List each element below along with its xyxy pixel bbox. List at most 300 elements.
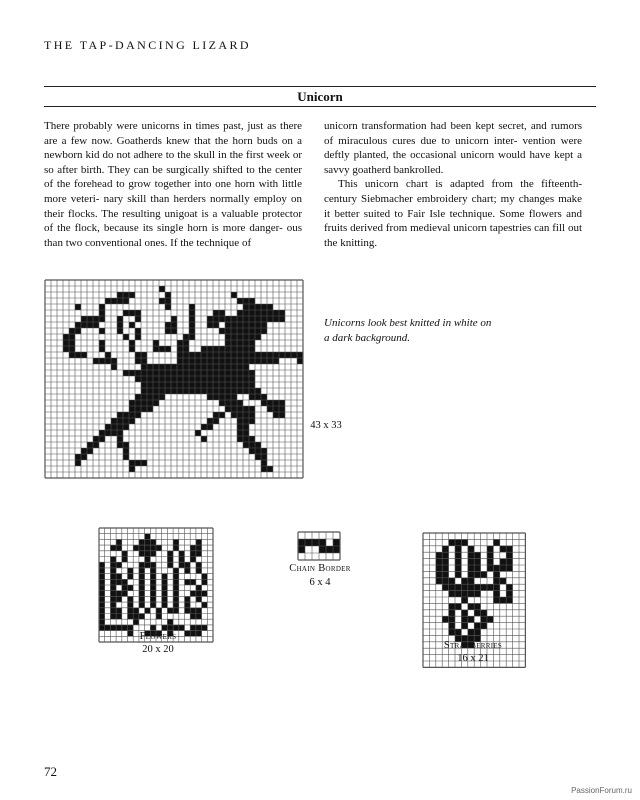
stitch-cell: [159, 382, 165, 388]
stitch-cell: [153, 394, 159, 400]
stitch-cell: [201, 358, 207, 364]
text-line: There probably were unicorns in times past, just: [44, 120, 264, 132]
stitch-cell: [75, 352, 81, 358]
stitch-cell: [267, 466, 273, 472]
stitch-cell: [165, 328, 171, 334]
stitch-cell: [455, 565, 461, 571]
stitch-cell: [213, 352, 219, 358]
stitch-cell: [231, 352, 237, 358]
stitch-cell: [179, 551, 185, 557]
stitch-cell: [128, 614, 134, 620]
stitch-cell: [141, 400, 147, 406]
stitch-cell: [153, 370, 159, 376]
stitch-cell: [231, 358, 237, 364]
stitch-cell: [249, 418, 255, 424]
stitch-cell: [201, 424, 207, 430]
stitch-cell: [128, 568, 134, 574]
stitch-cell: [81, 448, 87, 454]
chain-border-size-label: 6 x 4: [309, 577, 331, 588]
stitch-cell: [145, 608, 151, 614]
stitch-cell: [110, 562, 116, 568]
stitch-cell: [99, 436, 105, 442]
stitch-cell: [298, 546, 305, 553]
stitch-cell: [231, 388, 237, 394]
stitch-cell: [110, 579, 116, 585]
stitch-cell: [468, 603, 474, 609]
stitch-cell: [231, 322, 237, 328]
stitch-cell: [213, 394, 219, 400]
stitch-cell: [159, 286, 165, 292]
stitch-cell: [159, 298, 165, 304]
stitch-cell: [237, 340, 243, 346]
stitch-cell: [99, 304, 105, 310]
stitch-cell: [231, 394, 237, 400]
stitch-cell: [139, 568, 145, 574]
stitch-cell: [147, 394, 153, 400]
stitch-cell: [177, 370, 183, 376]
stitch-cell: [111, 418, 117, 424]
stitch-cell: [159, 376, 165, 382]
stitch-cell: [147, 388, 153, 394]
stitch-cell: [93, 316, 99, 322]
stitch-cell: [116, 574, 122, 580]
stitch-cell: [196, 591, 202, 597]
stitch-cell: [111, 364, 117, 370]
stitch-cell: [165, 364, 171, 370]
stitch-cell: [75, 322, 81, 328]
stitch-cell: [249, 370, 255, 376]
text-line: would have kept a savvy goatherd bankrolled.: [324, 149, 583, 176]
stitch-cell: [195, 358, 201, 364]
stitch-cell: [183, 352, 189, 358]
stitch-cell: [117, 292, 123, 298]
body-paragraph: [44, 119, 302, 250]
stitch-cell: [145, 551, 151, 557]
stitch-cell: [231, 376, 237, 382]
stitch-cell: [219, 346, 225, 352]
stitch-cell: [185, 608, 191, 614]
stitch-cell: [267, 310, 273, 316]
stitch-cell: [261, 460, 267, 466]
stitch-cell: [255, 394, 261, 400]
stitch-cell: [493, 584, 499, 590]
text-line: tapestries can fill out the knitting.: [324, 222, 583, 249]
stitch-cell: [213, 316, 219, 322]
stitch-cell: [81, 454, 87, 460]
stitch-cell: [75, 460, 81, 466]
stitch-cell: [279, 352, 285, 358]
stitch-cell: [145, 539, 151, 545]
stitch-cell: [63, 340, 69, 346]
stitch-cell: [128, 625, 134, 631]
stitch-cell: [267, 304, 273, 310]
stitch-cell: [189, 316, 195, 322]
stitch-cell: [153, 364, 159, 370]
stitch-cell: [110, 568, 116, 574]
stitch-cell: [159, 364, 165, 370]
stitch-cell: [117, 430, 123, 436]
stitch-cell: [449, 578, 455, 584]
stitch-cell: [183, 340, 189, 346]
stitch-cell: [237, 310, 243, 316]
stitch-cell: [196, 562, 202, 568]
stitch-cell: [129, 460, 135, 466]
stitch-cell: [231, 382, 237, 388]
stitch-cell: [99, 568, 105, 574]
stitch-cell: [213, 364, 219, 370]
stitch-cell: [455, 591, 461, 597]
stitch-cell: [190, 557, 196, 563]
stitch-cell: [150, 551, 156, 557]
stitch-cell: [122, 557, 128, 563]
strawberries-label: Strawberries: [443, 640, 503, 651]
stitch-cell: [156, 608, 162, 614]
stitch-cell: [219, 382, 225, 388]
stitch-cell: [110, 591, 116, 597]
stitch-cell: [449, 591, 455, 597]
stitch-cell: [255, 358, 261, 364]
stitch-cell: [128, 602, 134, 608]
stitch-cell: [267, 358, 273, 364]
stitch-cell: [122, 585, 128, 591]
stitch-cell: [237, 346, 243, 352]
stitch-cell: [455, 539, 461, 545]
stitch-cell: [243, 370, 249, 376]
stitch-cell: [493, 578, 499, 584]
stitch-cell: [481, 571, 487, 577]
stitch-cell: [122, 625, 128, 631]
stitch-cell: [167, 562, 173, 568]
stitch-cell: [333, 539, 340, 546]
stitch-cell: [201, 388, 207, 394]
stitch-cell: [243, 412, 249, 418]
stitch-cell: [99, 596, 105, 602]
stitch-cell: [123, 448, 129, 454]
stitch-cell: [436, 552, 442, 558]
stitch-cell: [185, 579, 191, 585]
stitch-cell: [474, 559, 480, 565]
stitch-cell: [487, 559, 493, 565]
stitch-cell: [150, 545, 156, 551]
stitch-cell: [201, 436, 207, 442]
stitch-cell: [196, 614, 202, 620]
stitch-cell: [500, 565, 506, 571]
stitch-cell: [162, 596, 168, 602]
stitch-cell: [442, 546, 448, 552]
stitch-cell: [474, 603, 480, 609]
stitch-cell: [141, 394, 147, 400]
stitch-cell: [297, 358, 303, 364]
stitch-cell: [285, 352, 291, 358]
stitch-cell: [243, 418, 249, 424]
stitch-cell: [219, 328, 225, 334]
stitch-cell: [249, 298, 255, 304]
stitch-cell: [189, 358, 195, 364]
stitch-cell: [150, 602, 156, 608]
stitch-cell: [189, 322, 195, 328]
stitch-cell: [506, 552, 512, 558]
body-column-left: [44, 119, 302, 250]
chain-border-label: Chain Border: [289, 563, 351, 574]
stitch-cell: [195, 430, 201, 436]
stitch-cell: [279, 406, 285, 412]
stitch-cell: [105, 625, 111, 631]
stitch-cell: [162, 574, 168, 580]
stitch-cell: [225, 358, 231, 364]
stitch-cell: [87, 442, 93, 448]
stitch-cell: [237, 352, 243, 358]
stitch-cell: [153, 400, 159, 406]
stitch-cell: [183, 382, 189, 388]
stitch-cell: [116, 539, 122, 545]
stitch-cell: [129, 466, 135, 472]
stitch-cell: [213, 376, 219, 382]
stitch-cell: [183, 358, 189, 364]
stitch-cell: [139, 574, 145, 580]
stitch-cell: [243, 388, 249, 394]
stitch-cell: [449, 616, 455, 622]
flowers-size-label: 20 x 20: [142, 644, 174, 655]
stitch-cell: [141, 406, 147, 412]
stitch-cell: [123, 442, 129, 448]
text-line: make it better suited to Fair Isle technique. Some: [324, 192, 583, 220]
stitch-cell: [145, 545, 151, 551]
stitch-cell: [185, 568, 191, 574]
stitch-cell: [139, 596, 145, 602]
stitch-cell: [500, 546, 506, 552]
stitch-cell: [99, 614, 105, 620]
stitch-cell: [506, 591, 512, 597]
stitch-cell: [129, 412, 135, 418]
stitch-cell: [123, 292, 129, 298]
stitch-cell: [231, 364, 237, 370]
stitch-cell: [219, 394, 225, 400]
stitch-cell: [231, 370, 237, 376]
stitch-cell: [243, 304, 249, 310]
running-head: THE TAP-DANCING LIZARD: [44, 38, 251, 52]
stitch-cell: [249, 328, 255, 334]
stitch-cell: [63, 346, 69, 352]
stitch-cell: [135, 460, 141, 466]
stitch-cell: [481, 616, 487, 622]
stitch-cell: [312, 539, 319, 546]
stitch-cell: [255, 334, 261, 340]
stitch-cell: [261, 310, 267, 316]
stitch-cell: [225, 370, 231, 376]
stitch-cell: [202, 591, 208, 597]
page-number: 72: [44, 764, 57, 779]
stitch-cell: [455, 552, 461, 558]
stitch-cell: [190, 614, 196, 620]
stitch-cell: [145, 534, 151, 540]
stitch-cell: [141, 358, 147, 364]
stitch-cell: [243, 328, 249, 334]
stitch-cell: [261, 322, 267, 328]
stitch-cell: [243, 406, 249, 412]
stitch-cell: [273, 352, 279, 358]
stitch-cell: [159, 370, 165, 376]
stitch-cell: [189, 388, 195, 394]
stitch-cell: [173, 625, 179, 631]
stitch-cell: [189, 376, 195, 382]
text-line: of the flock, because its single horn is more danger-: [44, 222, 283, 235]
stitch-cell: [243, 334, 249, 340]
stitch-cell: [455, 629, 461, 635]
stitch-cell: [99, 619, 105, 625]
stitch-cell: [145, 562, 151, 568]
text-line: ous than two conventional ones. If the technique of: [44, 222, 303, 249]
stitch-cell: [249, 346, 255, 352]
stitch-cell: [165, 388, 171, 394]
stitch-cell: [147, 376, 153, 382]
stitch-cell: [201, 346, 207, 352]
stitch-cell: [455, 603, 461, 609]
stitch-cell: [147, 382, 153, 388]
stitch-cell: [122, 551, 128, 557]
stitch-cell: [201, 364, 207, 370]
stitch-cell: [261, 454, 267, 460]
stitch-cell: [213, 412, 219, 418]
stitch-cell: [261, 394, 267, 400]
stitch-cell: [190, 625, 196, 631]
unicorn-caption: Unicorns look best knitted in white on a dark background.: [324, 317, 492, 344]
stitch-cell: [135, 334, 141, 340]
stitch-cell: [225, 328, 231, 334]
stitch-cell: [99, 574, 105, 580]
stitch-cell: [196, 551, 202, 557]
stitch-cell: [225, 364, 231, 370]
stitch-cell: [167, 608, 173, 614]
stitch-cell: [219, 376, 225, 382]
stitch-cell: [179, 625, 185, 631]
stitch-cell: [129, 346, 135, 352]
stitch-cell: [279, 310, 285, 316]
stitch-cell: [183, 388, 189, 394]
stitch-cell: [207, 316, 213, 322]
stitch-cell: [195, 382, 201, 388]
stitch-cell: [207, 424, 213, 430]
stitch-cell: [133, 614, 139, 620]
stitch-cell: [111, 430, 117, 436]
stitch-cell: [123, 298, 129, 304]
stitch-cell: [69, 346, 75, 352]
stitch-cell: [243, 340, 249, 346]
stitch-cell: [99, 340, 105, 346]
stitch-cell: [171, 388, 177, 394]
body-column-right: [324, 119, 582, 250]
stitch-cell: [261, 304, 267, 310]
stitch-cell: [207, 346, 213, 352]
stitch-cell: [173, 602, 179, 608]
stitch-cell: [150, 562, 156, 568]
stitch-cell: [207, 376, 213, 382]
stitch-cell: [171, 316, 177, 322]
stitch-cell: [139, 591, 145, 597]
stitch-cell: [116, 545, 122, 551]
stitch-cell: [481, 623, 487, 629]
section-title: Unicorn: [297, 89, 343, 104]
stitch-cell: [225, 388, 231, 394]
stitch-cell: [195, 364, 201, 370]
stitch-cell: [133, 619, 139, 625]
stitch-cell: [237, 364, 243, 370]
stitch-cell: [273, 406, 279, 412]
stitch-cell: [442, 584, 448, 590]
stitch-cell: [196, 585, 202, 591]
stitch-cell: [237, 382, 243, 388]
stitch-cell: [87, 316, 93, 322]
stitch-cell: [249, 448, 255, 454]
stitch-cell: [150, 539, 156, 545]
stitch-cell: [75, 454, 81, 460]
stitch-cell: [225, 334, 231, 340]
stitch-cell: [167, 619, 173, 625]
stitch-cell: [147, 406, 153, 412]
stitch-cell: [213, 358, 219, 364]
stitch-cell: [255, 352, 261, 358]
stitch-cell: [139, 539, 145, 545]
stitch-cell: [243, 310, 249, 316]
stitch-cell: [273, 358, 279, 364]
stitch-cell: [173, 568, 179, 574]
stitch-cell: [135, 376, 141, 382]
stitch-cell: [219, 370, 225, 376]
stitch-cell: [177, 358, 183, 364]
stitch-cell: [196, 545, 202, 551]
stitch-cell: [207, 322, 213, 328]
stitch-cell: [474, 565, 480, 571]
stitch-cell: [225, 316, 231, 322]
stitch-cell: [213, 418, 219, 424]
stitch-cell: [153, 340, 159, 346]
stitch-cell: [468, 578, 474, 584]
stitch-cell: [135, 400, 141, 406]
title-rule-bottom: [44, 106, 596, 107]
text-line: vention were deftly planted, the occasional unicorn: [324, 134, 583, 162]
stitch-cell: [111, 358, 117, 364]
stitch-cell: [173, 574, 179, 580]
stitch-cell: [202, 574, 208, 580]
stitch-cell: [173, 539, 179, 545]
stitch-cell: [249, 340, 255, 346]
stitch-cell: [156, 545, 162, 551]
text-line: as there are a few now. Goatherds knew that the: [44, 120, 302, 147]
stitch-cell: [231, 406, 237, 412]
stitch-cell: [455, 571, 461, 577]
stitch-cell: [105, 358, 111, 364]
stitch-cell: [219, 400, 225, 406]
stitch-cell: [173, 596, 179, 602]
stitch-cell: [165, 322, 171, 328]
stitch-cell: [255, 322, 261, 328]
stitch-cell: [267, 352, 273, 358]
stitch-cell: [474, 629, 480, 635]
stitch-cell: [150, 568, 156, 574]
stitch-cell: [129, 340, 135, 346]
stitch-cell: [237, 412, 243, 418]
stitch-cell: [291, 352, 297, 358]
stitch-cell: [213, 388, 219, 394]
stitch-cell: [128, 608, 134, 614]
stitch-cell: [231, 292, 237, 298]
stitch-cell: [237, 406, 243, 412]
stitch-cell: [237, 298, 243, 304]
stitch-cell: [333, 546, 340, 553]
stitch-cell: [173, 579, 179, 585]
stitch-cell: [279, 412, 285, 418]
stitch-cell: [243, 424, 249, 430]
stitch-cell: [461, 623, 467, 629]
